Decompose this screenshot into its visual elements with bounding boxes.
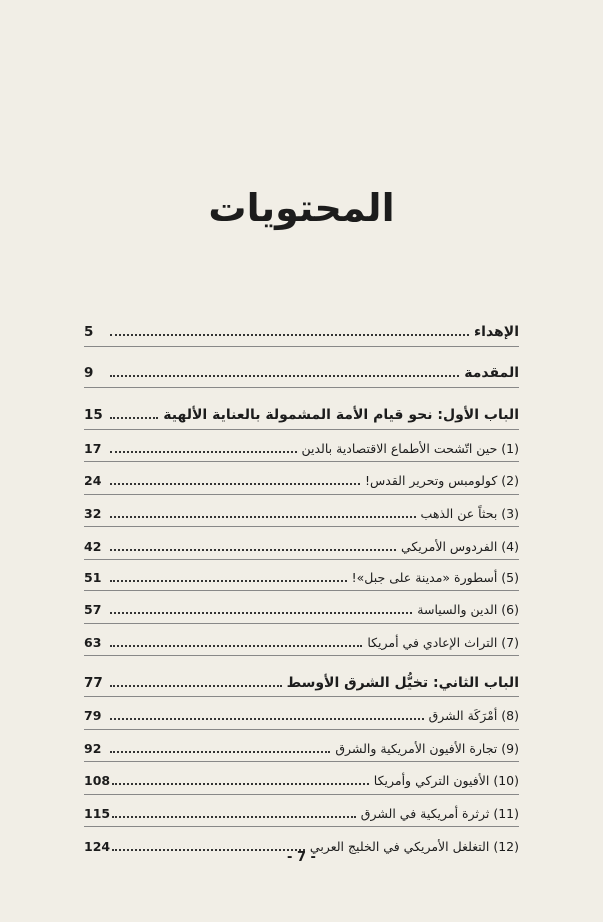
divider (84, 696, 519, 697)
leader-dots (110, 549, 396, 551)
toc-entry-page: 108 (84, 773, 111, 788)
toc-entry-title: (5) أسطورة «مدينة على جبل»! (351, 570, 519, 585)
toc-entry-chapter-4[interactable] (84, 529, 519, 555)
toc-entry-page: 5 (84, 324, 94, 340)
toc-entry-title: (3) بحثاً عن الذهب (420, 506, 519, 521)
leader-dots (110, 718, 424, 720)
toc-entry-chapter-10[interactable] (84, 763, 519, 789)
divider (84, 387, 519, 388)
toc-entry-chapter-6[interactable] (84, 592, 519, 618)
toc-entry-title: (4) الفردوس الأمريكي (400, 539, 519, 554)
leader-dots (110, 334, 469, 336)
leader-dots (110, 751, 330, 753)
divider (84, 761, 519, 762)
leader-dots (110, 483, 360, 485)
divider (84, 526, 519, 527)
page-title: المحتويات (208, 186, 395, 230)
toc-entry-page: 124 (84, 839, 111, 854)
toc-entry-chapter-9[interactable] (84, 731, 519, 757)
toc-entry-dedication[interactable] (84, 314, 519, 340)
divider (84, 729, 519, 730)
toc-entry-chapter-7[interactable] (84, 625, 519, 651)
leader-dots (112, 783, 369, 785)
toc-entry-title: (8) أمْرَكَة الشرق (428, 708, 519, 723)
toc-entry-chapter-3[interactable] (84, 496, 519, 522)
toc-entry-page: 77 (84, 675, 103, 691)
toc-entry-page: 115 (84, 806, 111, 821)
leader-dots (110, 451, 297, 453)
divider (84, 655, 519, 656)
divider (84, 623, 519, 624)
leader-dots (110, 612, 412, 614)
toc-entry-page: 51 (84, 570, 102, 585)
toc-entry-page: 79 (84, 708, 102, 723)
toc-entry-page: 15 (84, 407, 103, 423)
leader-dots (110, 417, 158, 419)
toc-entry-page: 24 (84, 473, 102, 488)
toc-entry-part-one[interactable] (84, 397, 519, 423)
toc-entry-title: (9) تجارة الأفيون الأمريكية والشرق (335, 741, 519, 756)
toc-entry-title: المقدمة (464, 365, 519, 381)
toc-entry-page: 42 (84, 539, 102, 554)
toc-entry-page: 92 (84, 741, 102, 756)
toc-entry-page: 17 (84, 441, 102, 456)
toc-entry-page: 57 (84, 602, 102, 617)
toc-entry-title: (7) التراث الإعادي في أمريكا (367, 635, 519, 650)
leader-dots (110, 685, 282, 687)
toc-entry-chapter-1[interactable] (84, 431, 519, 457)
toc-entry-title: الباب الأول: نحو قيام الأمة المشمولة بالعناية الألهية (163, 407, 519, 423)
toc-entry-title: الباب الثاني: تخيُّل الشرق الأوسط (286, 675, 519, 691)
toc-entry-chapter-8[interactable] (84, 698, 519, 724)
divider (84, 494, 519, 495)
leader-dots (110, 516, 416, 518)
toc-entry-page: 32 (84, 506, 102, 521)
toc-entry-title: (12) التغلغل الأمريكي في الخليج العربي (309, 839, 519, 854)
divider (84, 346, 519, 347)
toc-entry-title: (1) حين اتّشحت الأطماع الاقتصادية بالدين (301, 441, 519, 456)
toc-entry-title: (10) الأفيون التركي وأمريكا (373, 773, 519, 788)
toc-entry-page: 9 (84, 365, 94, 381)
toc-entry-page: 63 (84, 635, 102, 650)
leader-dots (110, 580, 347, 582)
toc-entry-chapter-11[interactable] (84, 796, 519, 822)
divider (84, 461, 519, 462)
toc-entry-title: الإهداء (474, 324, 519, 340)
toc-entry-title: (2) كولومبس وتحرير القدس! (364, 473, 519, 488)
toc-entry-introduction[interactable] (84, 355, 519, 381)
toc-entry-chapter-5[interactable] (84, 560, 519, 586)
toc-entry-chapter-2[interactable] (84, 463, 519, 489)
toc-entry-part-two[interactable] (84, 665, 519, 691)
divider (84, 590, 519, 591)
divider (84, 794, 519, 795)
leader-dots (110, 375, 459, 377)
leader-dots (112, 816, 356, 818)
toc-entry-title: (11) ثرثرة أمريكية في الشرق (360, 806, 519, 821)
leader-dots (110, 645, 362, 647)
divider (84, 429, 519, 430)
divider (84, 826, 519, 827)
toc-entry-title: (6) الدين والسياسة (417, 602, 519, 617)
page-number: - 7 - (287, 850, 316, 865)
